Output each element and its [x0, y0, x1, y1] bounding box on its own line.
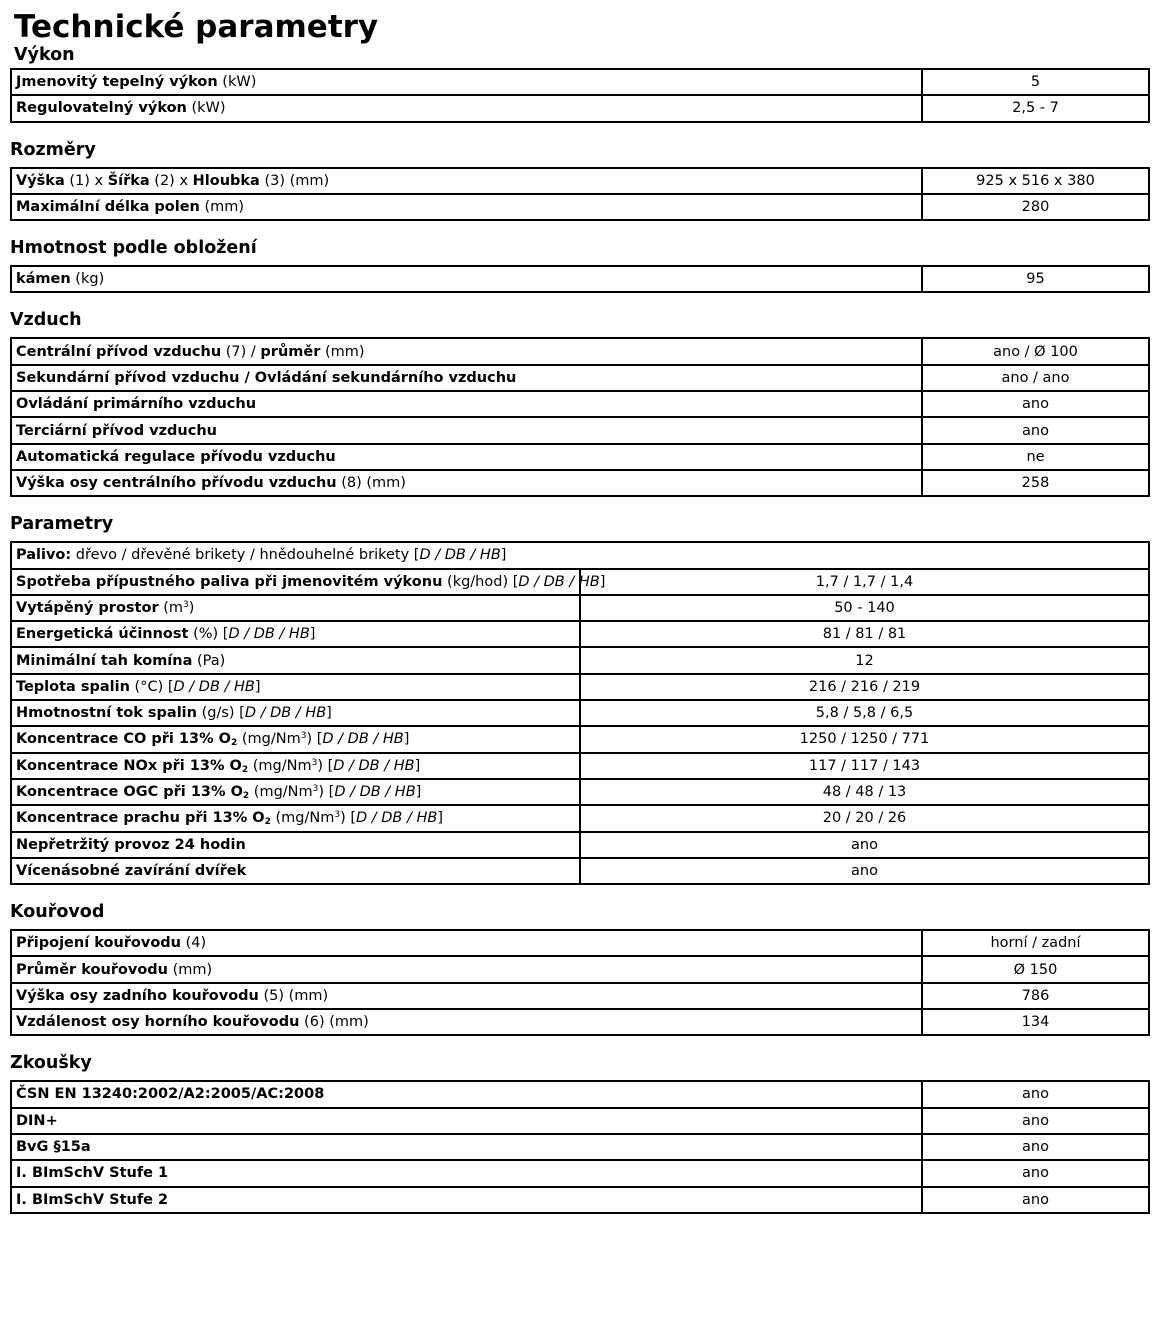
param-value: 216 / 216 / 219: [580, 674, 1149, 700]
table-rozmery: [10, 167, 1150, 222]
spec-sheet: [10, 8, 1150, 1214]
param-label: Automatická regulace přívodu vzduchu: [11, 444, 922, 470]
table-row: [11, 194, 1149, 220]
param-label: Spotřeba přípustného paliva při jmenovitém výkonu (kg/hod) [D / DB / HB]: [11, 569, 580, 595]
param-value: Ø 150: [922, 956, 1149, 982]
table-kourovod: [10, 929, 1150, 1036]
table-row: [11, 805, 1149, 831]
param-label: Koncentrace CO při 13% $O_2$ (mg/Nm$^3$) [D / DB / HB]: [11, 726, 580, 752]
table-row: [11, 338, 1149, 364]
param-value: 20 / 20 / 26: [580, 805, 1149, 831]
param-label: Koncentrace NOx při 13% $O_2$ (mg/Nm$^3$) [D / DB / HB]: [11, 753, 580, 779]
param-label: I. BImSchV Stufe 1: [11, 1160, 922, 1186]
param-value: ne: [922, 444, 1149, 470]
param-value: 1,7 / 1,7 / 1,4: [580, 569, 1149, 595]
table-row: [11, 726, 1149, 752]
table-row: [11, 69, 1149, 95]
param-value: 48 / 48 / 13: [580, 779, 1149, 805]
table-row: [11, 391, 1149, 417]
table-row: [11, 168, 1149, 194]
param-label: Výška osy centrálního přívodu vzduchu (8) (mm): [11, 470, 922, 496]
section-heading-parametry: Parametry: [10, 514, 114, 535]
table-row: [11, 569, 1149, 595]
param-label: Teplota spalin (°C) [D / DB / HB]: [11, 674, 580, 700]
table-row: [11, 266, 1149, 292]
table-row: [11, 417, 1149, 443]
table-zkousky: [10, 1080, 1150, 1213]
table-row: [11, 779, 1149, 805]
param-label: Výška osy zadního kouřovodu (5) (mm): [11, 983, 922, 1009]
table-hmotnost: [10, 265, 1150, 293]
table-row: [11, 470, 1149, 496]
param-value: ano: [922, 1187, 1149, 1213]
param-label: Maximální délka polen (mm): [11, 194, 922, 220]
section-heading-kourovod: Kouřovod: [10, 902, 105, 923]
param-value: ano / Ø 100: [922, 338, 1149, 364]
param-value: 786: [922, 983, 1149, 1009]
param-label: Jmenovitý tepelný výkon (kW): [11, 69, 922, 95]
param-value: ano: [922, 1081, 1149, 1107]
param-label: DIN+: [11, 1108, 922, 1134]
table-row: [11, 1081, 1149, 1107]
section-heading-rozmery: Rozměry: [10, 139, 96, 160]
param-label: I. BImSchV Stufe 2: [11, 1187, 922, 1213]
param-label: Koncentrace OGC při 13% $O_2$ (mg/Nm$^3$) [D / DB / HB]: [11, 779, 580, 805]
param-label: Centrální přívod vzduchu (7) / průměr (mm): [11, 338, 922, 364]
param-value: 925 x 516 x 380: [922, 168, 1149, 194]
table-vykon: [10, 68, 1150, 123]
param-label: Ovládání primárního vzduchu: [11, 391, 922, 417]
param-value: ano: [580, 858, 1149, 884]
table-vzduch: [10, 337, 1150, 497]
param-value: ano: [922, 417, 1149, 443]
param-label: Koncentrace prachu při 13% $O_2$ (mg/Nm$^3$) [D / DB / HB]: [11, 805, 580, 831]
section-heading-zkousky: Zkoušky: [10, 1053, 92, 1074]
table-row: [11, 753, 1149, 779]
section-heading-vykon: Výkon: [14, 45, 75, 65]
table-row: [11, 1187, 1149, 1213]
section-heading-hmotnost: Hmotnost podle obložení: [10, 238, 257, 259]
param-value: 2,5 - 7: [922, 95, 1149, 121]
table-row: [11, 1009, 1149, 1035]
param-value: 12: [580, 647, 1149, 673]
table-row: [11, 700, 1149, 726]
param-value: 5: [922, 69, 1149, 95]
table-row: [11, 595, 1149, 621]
table-row: [11, 1108, 1149, 1134]
table-row: [11, 674, 1149, 700]
param-value: ano / ano: [922, 365, 1149, 391]
param-value: ano: [922, 1134, 1149, 1160]
table-row: [11, 1160, 1149, 1186]
table-row: [11, 983, 1149, 1009]
param-value: 134: [922, 1009, 1149, 1035]
section-heading-vzduch: Vzduch: [10, 310, 82, 331]
param-label: Průměr kouřovodu (mm): [11, 956, 922, 982]
table-row: [11, 444, 1149, 470]
table-parametry: [10, 541, 1150, 885]
param-value: 95: [922, 266, 1149, 292]
table-row: [11, 542, 1149, 568]
param-value: 280: [922, 194, 1149, 220]
param-value: horní / zadní: [922, 930, 1149, 956]
param-value: 5,8 / 5,8 / 6,5: [580, 700, 1149, 726]
param-label: Minimální tah komína (Pa): [11, 647, 580, 673]
param-label: Energetická účinnost (%) [D / DB / HB]: [11, 621, 580, 647]
table-row: [11, 1134, 1149, 1160]
param-label-fuel: Palivo: dřevo / dřevěné brikety / hnědouhelné brikety [D / DB / HB]: [11, 542, 1149, 568]
param-label: Sekundární přívod vzduchu / Ovládání sekundárního vzduchu: [11, 365, 922, 391]
param-label: Připojení kouřovodu (4): [11, 930, 922, 956]
param-value: ano: [922, 391, 1149, 417]
param-label: Terciární přívod vzduchu: [11, 417, 922, 443]
param-value: ano: [922, 1160, 1149, 1186]
table-row: [11, 858, 1149, 884]
table-row: [11, 365, 1149, 391]
table-row: [11, 956, 1149, 982]
param-value: 50 - 140: [580, 595, 1149, 621]
param-label: Regulovatelný výkon (kW): [11, 95, 922, 121]
table-row: [11, 95, 1149, 121]
page-title: Technické parametry: [14, 9, 379, 45]
table-row: [11, 832, 1149, 858]
param-label: Výška (1) x Šířka (2) x Hloubka (3) (mm): [11, 168, 922, 194]
param-label: Vícenásobné zavírání dvířek: [11, 858, 580, 884]
param-label: Vytápěný prostor $(m^3)$: [11, 595, 580, 621]
param-value: ano: [922, 1108, 1149, 1134]
table-row: [11, 621, 1149, 647]
param-value: 1250 / 1250 / 771: [580, 726, 1149, 752]
param-label: ČSN EN 13240:2002/A2:2005/AC:2008: [11, 1081, 922, 1107]
param-label: Hmotnostní tok spalin (g/s) [D / DB / HB]: [11, 700, 580, 726]
table-row: [11, 647, 1149, 673]
param-value: 117 / 117 / 143: [580, 753, 1149, 779]
param-value: 81 / 81 / 81: [580, 621, 1149, 647]
param-value: ano: [580, 832, 1149, 858]
param-label: Vzdálenost osy horního kouřovodu (6) (mm): [11, 1009, 922, 1035]
table-row: [11, 930, 1149, 956]
param-value: 258: [922, 470, 1149, 496]
param-label: Nepřetržitý provoz 24 hodin: [11, 832, 580, 858]
param-label: BvG §15a: [11, 1134, 922, 1160]
param-label: kámen (kg): [11, 266, 922, 292]
